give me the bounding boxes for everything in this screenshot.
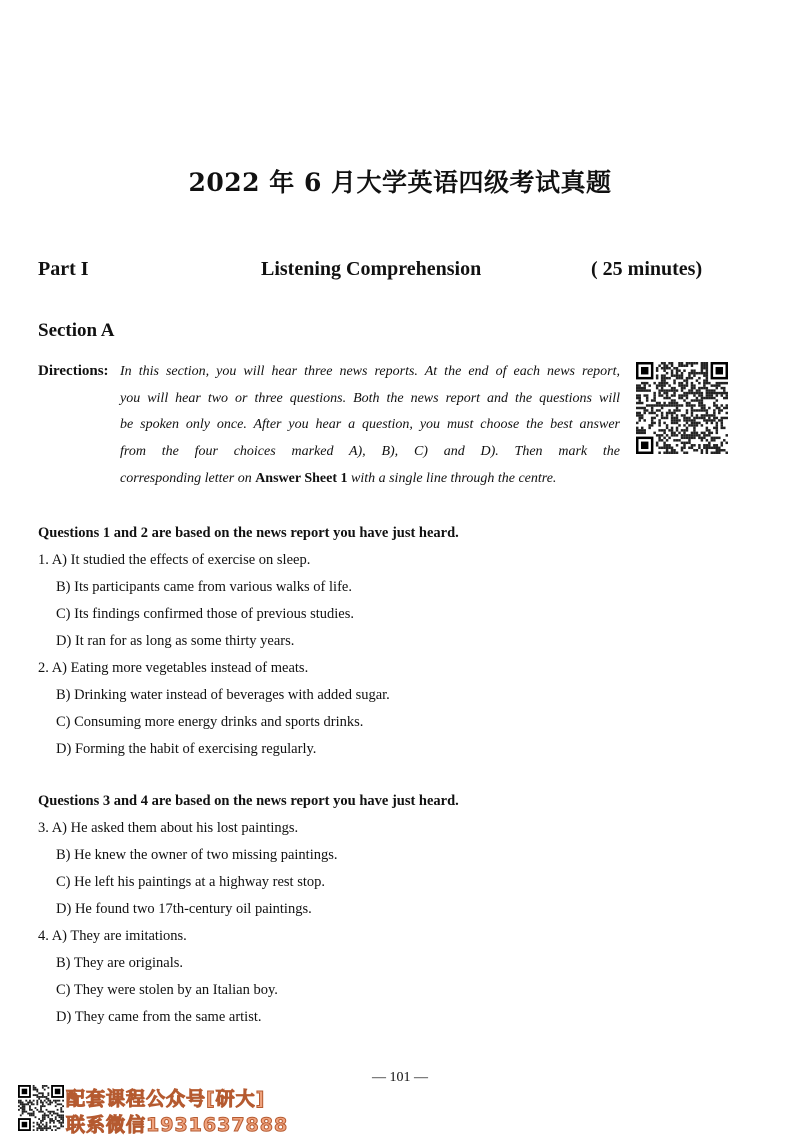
option-letter: B) (56, 955, 71, 971)
watermark-line-2: 联系微信1931637888 (66, 1114, 289, 1136)
option-letter: A) (51, 660, 68, 676)
part-label: Part I (38, 258, 89, 280)
option-4a (38, 928, 187, 945)
question-number: 1. (38, 552, 49, 568)
option-letter: A) (51, 552, 68, 568)
option-4d (56, 1009, 262, 1026)
qr-code-icon (636, 362, 728, 454)
option-letter: C) (56, 874, 71, 890)
option-text: Its findings confirmed those of previous studies. (74, 606, 355, 622)
option-letter: C) (56, 714, 71, 730)
option-4b (56, 955, 183, 972)
directions-last-pre: corresponding letter on (120, 471, 256, 486)
answer-sheet-ref: Answer Sheet 1 (255, 471, 348, 486)
option-letter: B) (56, 579, 71, 595)
option-2a (38, 660, 308, 677)
option-text: It studied the effects of exercise on sleep. (70, 552, 311, 568)
option-3d (56, 901, 312, 918)
option-text: They are originals. (73, 955, 183, 971)
option-3a (38, 820, 298, 837)
section-heading: Section A (38, 320, 115, 341)
option-text: Eating more vegetables instead of meats. (70, 660, 309, 676)
directions-line: from the four choices marked A), B), C) and D). Then mark the (120, 444, 620, 459)
option-letter: D) (56, 633, 72, 649)
option-2b (56, 687, 390, 704)
option-text: They are imitations. (70, 928, 187, 944)
option-text: Forming the habit of exercising regularly. (74, 741, 317, 757)
question-group-heading: Questions 1 and 2 are based on the news report you have just heard. (38, 525, 459, 541)
option-text: He asked them about his lost paintings. (70, 820, 299, 836)
option-1b (56, 579, 352, 596)
option-letter: C) (56, 606, 71, 622)
directions-line: In this section, you will hear three news reports. At the end of each news report, (120, 364, 620, 379)
page-number: — 101 — (372, 1070, 428, 1085)
option-letter: B) (56, 847, 71, 863)
page-title: 2022 年 6 月大学英语四级考试真题 (188, 168, 612, 197)
option-text: He left his paintings at a highway rest stop. (74, 874, 326, 890)
directions-last-post: with a single line through the centre. (347, 471, 557, 486)
option-3c (56, 874, 325, 891)
directions-line: you will hear two or three questions. Both the news report and the questions will (120, 391, 620, 406)
option-1d (56, 633, 294, 650)
question-number: 4. (38, 928, 49, 944)
option-text: Its participants came from various walks of life. (74, 579, 352, 595)
option-text: He found two 17th-century oil paintings. (74, 901, 312, 917)
part-time: ( 25 minutes) (591, 258, 703, 280)
option-text: Drinking water instead of beverages with added sugar. (74, 687, 390, 703)
option-text: They came from the same artist. (74, 1009, 262, 1025)
option-text: It ran for as long as some thirty years. (74, 633, 295, 649)
option-2d (56, 741, 316, 758)
directions-label: Directions: (38, 363, 109, 379)
question-group-heading: Questions 3 and 4 are based on the news report you have just heard. (38, 793, 459, 809)
part-name: Listening Comprehension (261, 258, 482, 280)
option-letter: D) (56, 901, 72, 917)
option-letter: C) (56, 982, 71, 998)
option-1a (38, 552, 310, 569)
directions-line: be spoken only once. After you hear a question, you must choose the best answer (120, 417, 620, 432)
part-header (38, 258, 728, 286)
option-letter: B) (56, 687, 71, 703)
option-2c (56, 714, 363, 731)
option-letter: A) (51, 928, 68, 944)
option-text: Consuming more energy drinks and sports drinks. (74, 714, 364, 730)
question-number: 3. (38, 820, 49, 836)
directions-line-last (120, 471, 620, 487)
watermark-line-1: 配套课程公众号[研大] (66, 1088, 266, 1110)
option-letter: A) (51, 820, 68, 836)
option-4c (56, 982, 278, 999)
option-3b (56, 847, 338, 864)
option-text: He knew the owner of two missing paintings. (74, 847, 338, 863)
watermark-qr-icon (18, 1085, 64, 1131)
question-number: 2. (38, 660, 49, 676)
option-letter: D) (56, 741, 72, 757)
option-letter: D) (56, 1009, 72, 1025)
option-1c (56, 606, 354, 623)
option-text: They were stolen by an Italian boy. (73, 982, 278, 998)
